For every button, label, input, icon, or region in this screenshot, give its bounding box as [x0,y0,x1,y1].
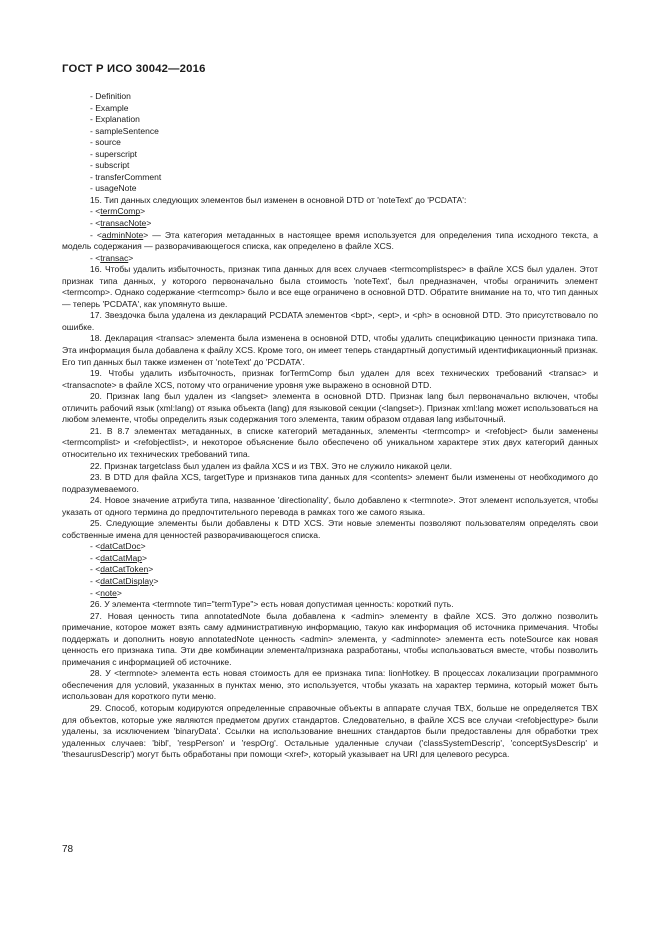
list-item: - sampleSentence [90,125,159,136]
list-item: - <datCatToken> [90,564,154,575]
list-item: - Example [90,102,129,113]
element-name: note [100,587,117,598]
element-name: datCatDoc [100,541,141,552]
element-name: datCatMap [100,552,143,563]
list-item: - source [90,137,121,148]
list-item: - transferComment [90,171,162,182]
paragraph-20: 20. Признак lang был удален из <langset> элемента в основной DTD. Признак lang был первоначально включен, чтобы отличить рабочий язык (xml:lang) от языка объекта (lang) для языковой секции (<langset>). Признак xml:lang может использоваться на любом элементе, чтобы определить язык содержания того элемента, таким образом отдавая lang избыточный. [62,391,598,425]
paragraph-29: 29. Способ, которым кодируются определенные справочные объекты в аппарате случая TBX, больше не определяется TBX для объектов, которые уже являются предметом других стандартов. Следовательно, в файле XCS все случаи <refobjecttype> были удалены, за исключением 'binaryData'. Ссылки на использование внешних стандартов были предоставлены для обработки трех удаленных случаев: 'bibl', 'respPerson' и 'respOrg'. Остальные удаленные случаи ('classSystemDescrip', 'conceptSysDescrip' и 'thesaurusDescrip') могут быть обработаны при помощи <xref>, который указывает на URI для целевого ресурса. [62,702,598,760]
paragraph-25: 25. Следующие элементы были добавлены к DTD XCS. Эти новые элементы позволяют пользователям определять свои собственные имена для ценностей разворачивающегося списка. [62,518,598,540]
list-item: - <datCatMap> [90,552,148,563]
list-item: - Definition [90,91,131,101]
list-item: - superscript [90,148,138,159]
list-item: - <transac> [90,252,134,263]
element-name: transac [100,252,129,263]
list-item: - <datCatDoc> [90,541,146,552]
document-header: ГОСТ Р ИСО 30042—2016 [62,63,206,75]
list-item: - <datCatDisplay> [90,575,159,586]
element-name: transacNote [100,218,147,229]
paragraph-24: 24. Новое значение атрибута типа, названное 'directionality', было добавлено к <termnote>. Этот элемент используется, чтобы указать от одного термина до предпочтительного перевода в рамках того же самого языка. [62,495,598,517]
paragraph-27: 27. Новая ценность типа annotatedNote была добавлена к <admin> элементу в файле XCS. Это должно позволить примечание, которое может взять саму административную информацию, такую как информация об источника примечания. Чтобы поддержать и дополнить новую annotatedNote ценность <admin> элемента, у <adminnote> элемента есть noteSource как новая ценность его признака типа. Эти две комбинации элемента/признака разработаны, чтобы использоваться вместе, чтобы позволить примечания с информацией об источнике. [62,610,598,667]
paragraph-22: 22. Признак targetclass был удален из файла XCS и из TBX. Это не служило никакой цели. [90,460,452,471]
paragraph-26: 26. У элемента <termnote тип="termType"> есть новая допустимая ценность: короткий путь. [90,599,454,610]
paragraph-23: 23. В DTD для файла XCS, targetType и признаков типа данных для <contents> элемент были изменены от необходимого до подразумеваемого. [62,472,598,494]
element-name: datCatToken [100,564,149,575]
paragraph-15: 15. Тип данных следующих элементов был изменен в основной DTD от 'noteText' до 'PCDATA': [90,194,467,205]
list-item-admin-note: - <adminNote> — Эта категория метаданных в настоящее время используется для определения типа исходного текста, а модель содержания — разворачивающегося списка, как определено в файле XCS. [62,229,598,252]
paragraph-28: 28. У <termnote> элемента есть новая стоимость для ее признака типа: lionHotkey. В процессах локализации программного обеспечения для условий, указанных в пунктах меню, это используется, чтобы указать на характер термина, который может быть использован для короткого пути меню. [62,668,598,702]
element-name: termComp [100,206,141,217]
paragraph-18: 18. Декларация <transac> элемента была изменена в основной DTD, чтобы удалить спецификацию ценности признака типа. Эта информация была добавлена к файлу XCS. Кроме того, он имеет теперь стандартный допустимый идентификационный признак. Его тип данных был также изменен от 'noteText' до 'PCDATA'. [62,333,598,367]
list-item: - subscript [90,160,130,171]
element-name: datCatDisplay [100,575,154,586]
list-item: - <transacNote> [90,218,152,229]
list-item: - <termComp> [90,206,146,217]
page-body [62,91,598,761]
element-name: adminNote [101,229,144,240]
paragraph-16: 16. Чтобы удалить избыточность, признак типа данных для всех случаев <termcomplistspec> в файле XCS был удален. Этот признак типа данных, у которого первоначально была стоимость 'noteText', был предназначен, чтобы ограничить элемент <termcomp>. Однако содержание <termcomp> было и все еще ограничено в основной DTD. Обратите внимание на то, что тип данных — теперь 'PCDATA', как упомянуто выше. [62,264,598,309]
list-item: - usageNote [90,183,137,194]
admin-note-text: > — Эта категория метаданных в настоящее время используется для определения типа исходного текста, а модель содержания — разворачивающегося списка, как определено в файле XCS. [62,229,598,252]
page-number: 78 [62,844,74,855]
list-item: - Explanation [90,114,140,125]
list-item: - <note> [90,587,122,598]
paragraph-21: 21. В 8.7 элементах метаданных, в списке категорий метаданных, элементы <termcomp> и <refobject> были заменены <termcomplist> и <refobjectlist>, и некоторое объяснение было обеспечено об уникальном характере этих двух категорий данных относительно их технических требований типа. [62,425,598,459]
paragraph-17: 17. Звездочка была удалена из деклараций PCDATA элементов <bpt>, <ept>, и <ph> в основной DTD. Это присутствовало по ошибке. [62,310,598,332]
paragraph-19: 19. Чтобы удалить избыточность, признак forTermComp был удален для всех технических требований <transac> и <transacnote> в файле XCS, потому что ограничение уровня уже выражено в основной DTD. [62,368,598,390]
